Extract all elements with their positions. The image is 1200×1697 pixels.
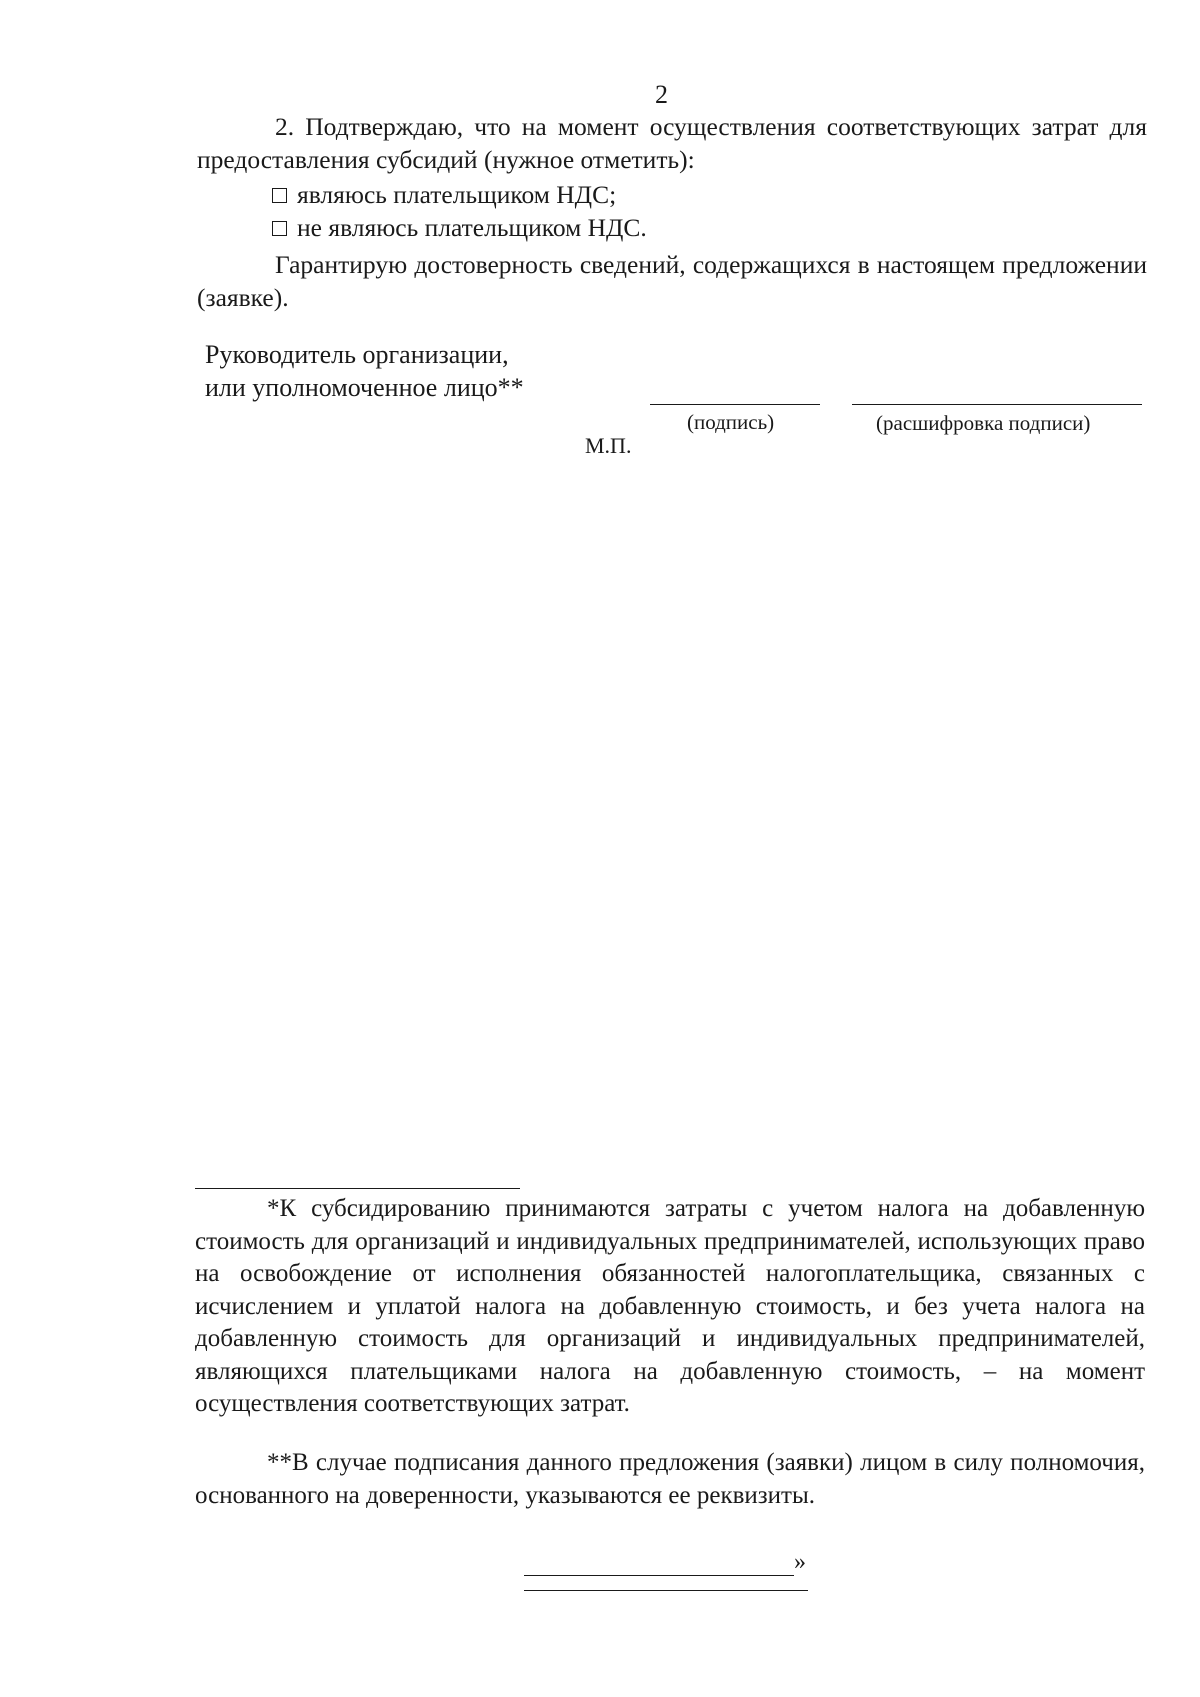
paragraph-guarantee: [197, 248, 1147, 314]
footnote-1: [195, 1193, 1145, 1421]
decoding-caption: (расшифровка подписи): [876, 411, 1091, 435]
signer-block: [205, 338, 524, 404]
stamp-label: М.П.: [585, 433, 632, 458]
checkbox-icon[interactable]: [272, 188, 287, 203]
option-vat-payer-label: являюсь плательщиком НДС;: [297, 180, 617, 209]
option-not-vat-payer[interactable]: [272, 211, 647, 244]
footnote-1-text: *К субсидированию принимаются затраты с учетом налога на добавленную стоимость для организаций и индивидуальных предпринимателей, использующих право на освобождение от исполнения обязанностей налогоплательщика, связанных с исчислением и уплатой налога на добавленную стоимость, и без учета налога на добавленную стоимость для организаций и индивидуальных предпринимателей, являющихся плательщиками налога на добавленную стоимость, – на момент осуществления соответствующих затрат.: [195, 1195, 1145, 1417]
closing-quote: »: [794, 1549, 806, 1575]
paragraph-confirmation: [197, 110, 1147, 176]
closing-blank-line: [524, 1548, 806, 1576]
closing-blank-line-2: [524, 1590, 808, 1591]
signature-decoding-line: [852, 404, 1142, 405]
page-number: 2: [655, 80, 668, 109]
paragraph-guarantee-text: Гарантирую достоверность сведений, содержащихся в настоящем предложении (заявке).: [197, 250, 1147, 312]
footnote-2-text: **В случае подписания данного предложения (заявки) лицом в силу полномочия, основанного на доверенности, указываются ее реквизиты.: [195, 1449, 1145, 1509]
option-vat-payer[interactable]: [272, 178, 616, 211]
paragraph-confirmation-text: 2. Подтверждаю, что на момент осуществления соответствующих затрат для предоставления субсидий (нужное отметить):: [197, 112, 1147, 174]
checkbox-icon[interactable]: [272, 221, 287, 236]
signer-line-2: или уполномоченное лицо**: [205, 373, 524, 402]
footnote-separator: [195, 1188, 520, 1189]
signature-caption: (подпись): [687, 410, 775, 434]
option-not-vat-payer-label: не являюсь плательщиком НДС.: [297, 213, 647, 242]
signer-line-1: Руководитель организации,: [205, 340, 509, 369]
footnote-2: [195, 1447, 1145, 1512]
signature-line: [650, 404, 820, 405]
